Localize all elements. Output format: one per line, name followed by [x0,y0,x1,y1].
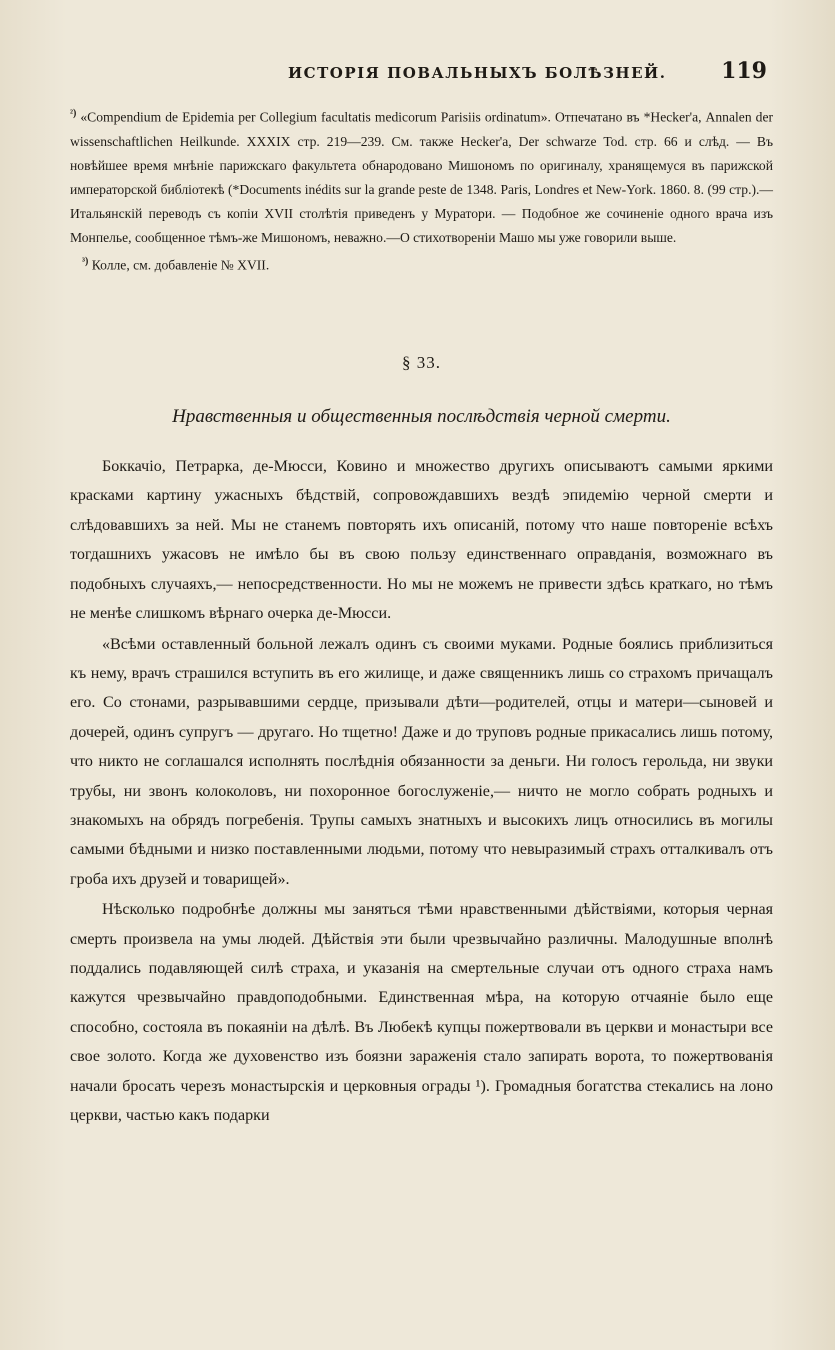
paragraph: Боккачіо, Петрарка, де-Мюсси, Ковино и множество другихъ описываютъ самыми яркими красками картину ужасныхъ бѣдствій, сопровождавшихъ вездѣ эпидемію черной смерти и слѣдовавшихъ за ней. Мы не станемъ повторять ихъ описаній, потому что наше повтореніе всѣхъ тогдашнихъ ужасовъ не имѣло бы въ свою пользу единственнаго оправданія, возможнаго въ подобныхъ случаяхъ,— непосредственности. Но мы не можемъ не привести здѣсь краткаго, но тѣмъ не менѣе слишкомъ вѣрнаго очерка де-Мюсси. [70,458,773,623]
section-title: Нравственныя и общественныя послѣдствія черной смерти. [172,406,671,428]
body-text [70,452,773,1130]
section-number: § 33. [402,353,441,373]
page-number: 119 [721,58,767,84]
paragraph: «Всѣми оставленный больной лежалъ одинъ съ своими муками. Родные боялись приблизиться къ нему, врачъ страшился вступить въ его жилище, и даже священникъ лишь со страхомъ причащалъ его. Со стонами, разрывавшими сердце, призывали дѣти—родителей, отцы и матери—сыновей и дочерей, одинъ супругъ — другаго. Но тщетно! Даже и до труповъ родные прикасались лишь потому, что никто не соглашался исполнять послѣднія обязанности за деньги. Ни голосъ герольда, ни звуки трубы, ни звонъ колоколовъ, ни похоронное богослуженіе,— ничто не могло собрать родныхъ и знакомыхъ на обрядъ погребенія. Трупы самыхъ знатныхъ и высокихъ лицъ относились въ могилы самыми бѣдными и низко поставленными людьми, потому что невыразимый страхъ отталкивалъ отъ гроба ихъ друзей и товарищей». [70,635,773,888]
footnote-text: «Compendium de Epidemia per Collegium facultatis medicorum Parisiis ordinatum». Отпечатано въ *Hecker'а, Annalen der wissenschaftlichen Heilkunde. XXXIX стр. 219—239. См. также Hecker'а, Der schwarze Tod. стр. 66 и слѣд. — Въ новѣйшее время мнѣніе парижскаго факультета обнародовано Мишономъ по оригиналу, хранящемуся въ парижской императорской библіотекѣ (*Documents inédits sur la grande peste de 1348. Paris, Londres et New-York. 1860. 8. (99 стр.).—Итальянскій переводъ съ копіи XVII столѣтія приведенъ у Муратори. — Подобное же сочиненіе одного врача изъ Монпелье, сообщенное тѣмъ-же Мишономъ, неважно.—О стихотвореніи Машо мы уже говорили выше. [70,109,774,245]
running-title: ИСТОРІЯ ПОВАЛЬНЫХЪ БОЛѢЗНЕЙ. [288,64,667,82]
footnote-mark: ³) [82,255,89,267]
footnote-3 [70,250,773,278]
footnote-text: Колле, см. добавленіе № XVII. [91,257,270,273]
footnote-mark: ²) [70,108,77,119]
footnote-2 [70,102,773,250]
paragraph: Нѣсколько подробнѣе должны мы заняться тѣми нравственными дѣйствіями, которыя черная смерть произвела на умы людей. Дѣйствія эти были чрезвычайно различны. Малодушные вполнѣ поддались подавляющей силѣ страха, и указанія на смертельные случаи отъ одного страха намъ кажутся чрезвычайно правдоподобными. Единственная мѣра, на которую отчаяніе было еще способно, состояла въ покаяніи на дѣлѣ. Въ Любекѣ купцы пожертвовали въ церкви и монастыри все свое золото. Когда же духовенство изъ боязни зараженія стало запирать ворота, то пожертвованія начали бросать черезъ монастырскія и церковныя ограды ¹). Громадныя богатства стекались на лоно церкви, частью какъ подарки [70,901,773,1124]
footnotes [70,102,773,277]
page-header [70,58,773,88]
